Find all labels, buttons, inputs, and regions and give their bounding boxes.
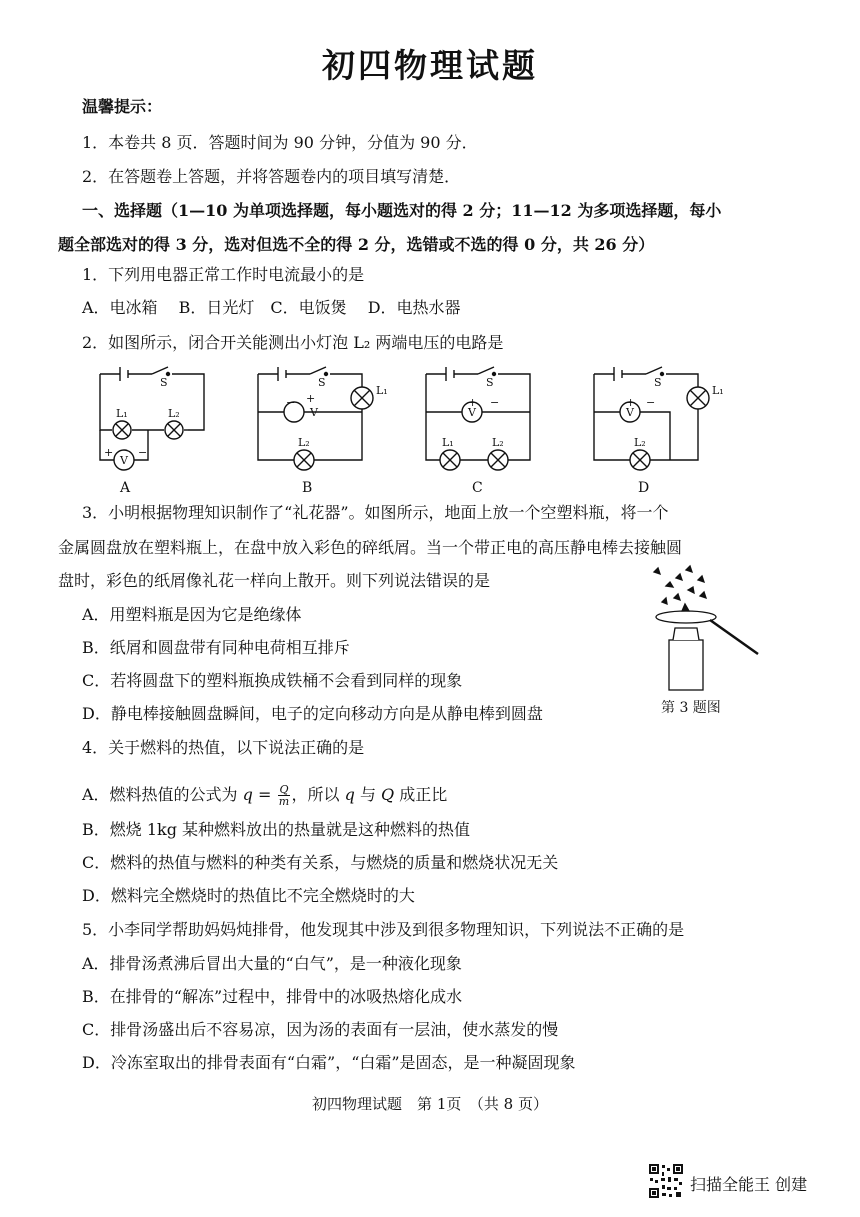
circuit-c-l2: L₂ (492, 436, 504, 449)
tips-heading: 温馨提示： (82, 97, 163, 116)
circuit-d-letter: D (638, 480, 650, 496)
qr-code-icon (648, 1163, 684, 1199)
q3-option-d: D．静电棒接触圆盘瞬间，电子的定向移动方向是从静电棒到圆盘 (82, 704, 543, 723)
q4-option-a: A．燃料热值的公式为 q = $\frac{Q}{m}$ ，所以 q 与 Q 成正比 (82, 783, 448, 808)
circuit-b-l2: L₂ (298, 436, 310, 449)
q3-stem-line3: 盘时，彩色的纸屑像礼花一样向上散开。则下列说法错误的是 (58, 571, 491, 590)
q5-option-d: D．冷冻室取出的排骨表面有“白霜”，“白霜”是固态，是一种凝固现象 (82, 1053, 576, 1072)
q1-stem: 1．下列用电器正常工作时电流最小的是 (82, 265, 365, 284)
circuit-d-l2: L₂ (634, 436, 646, 449)
circuit-c (426, 367, 530, 470)
q3-option-b: B．纸屑和圆盘带有同种电荷相互排斥 (82, 638, 350, 657)
q1-options: A．电冰箱 B．日光灯 C．电饭煲 D．电热水器 (82, 298, 461, 317)
circuit-c-l1: L₁ (442, 436, 454, 449)
section-heading-line1: 一、选择题（1—10 为单项选择题，每小题选对的得 2 分；11—12 为多项选择题，每小 (82, 201, 722, 220)
circuit-a-l2: L₂ (168, 407, 180, 420)
svg-text:−: − (646, 396, 656, 409)
circuit-a-l1: L₁ (116, 407, 128, 420)
circuit-c-v: V (468, 406, 476, 419)
page-title: 初四物理试题 (322, 46, 538, 85)
circuit-a-v: V (120, 454, 128, 467)
q3-option-c: C．若将圆盘下的塑料瓶换成铁桶不会看到同样的现象 (82, 671, 463, 690)
circuit-d-s: S (654, 376, 662, 389)
q4-fraction: $\frac{Q}{m}$ (278, 783, 290, 808)
tip-item-2: 2．在答题卷上答题，并将答题卷内的项目填写清楚． (82, 167, 461, 186)
q3-figure (640, 562, 770, 692)
svg-text:−: − (490, 396, 500, 409)
q5-option-c: C．排骨汤盛出后不容易凉，因为汤的表面有一层油，使水蒸发的慢 (82, 1020, 559, 1039)
q5-stem: 5．小李同学帮助妈妈炖排骨，他发现其中涉及到很多物理知识，下列说法不正确的是 (82, 920, 685, 939)
circuit-d-l1: L₁ (712, 384, 724, 397)
circuit-b-s: S (318, 376, 326, 389)
circuit-d-v: V (626, 406, 634, 419)
circuit-b-l1: L₁ (376, 384, 388, 397)
q4-option-b: B．燃烧 1kg 某种燃料放出的热量就是这种燃料的热值 (82, 820, 471, 839)
q4-option-c: C．燃料的热值与燃料的种类有关系，与燃烧的质量和燃烧状况无关 (82, 853, 559, 872)
q4-option-d: D．燃料完全燃烧时的热值比不完全燃烧时的大 (82, 886, 415, 905)
circuit-b-letter: B (302, 480, 313, 496)
circuit-c-s: S (486, 376, 494, 389)
circuit-a-s: S (160, 376, 168, 389)
circuit-c-letter: C (472, 480, 483, 496)
q3-figure-caption: 第 3 题图 (661, 700, 721, 716)
scanner-watermark: 扫描全能王 创建 (690, 1175, 808, 1194)
q5-option-b: B．在排骨的“解冻”过程中，排骨中的冰吸热熔化成水 (82, 987, 463, 1006)
circuit-d (594, 367, 709, 470)
q2-circuit-diagrams (80, 362, 724, 500)
circuit-b-v: V (310, 406, 318, 419)
tip-item-1: 1．本卷共 8 页．答题时间为 90 分钟，分值为 90 分． (82, 133, 478, 152)
svg-text:−: − (286, 396, 296, 409)
svg-text:+: + (306, 392, 316, 405)
q3-option-a: A．用塑料瓶是因为它是绝缘体 (82, 605, 302, 624)
q5-option-a: A．排骨汤煮沸后冒出大量的“白气”，是一种液化现象 (82, 954, 462, 973)
svg-text:+: + (468, 396, 478, 409)
section-heading-line2: 题全部选对的得 3 分，选对但选不全的得 2 分，选错或不选的得 0 分，共 26 分） (58, 235, 655, 254)
q3-stem-line2: 金属圆盘放在塑料瓶上，在盘中放入彩色的碎纸屑。当一个带正电的高压静电棒去接触圆 (58, 538, 683, 557)
page-footer: 初四物理试题 第 1页 （共 8 页） (312, 1095, 548, 1113)
svg-text:+: + (104, 446, 114, 459)
q2-stem: 2．如图所示，闭合开关能测出小灯泡 L₂ 两端电压的电路是 (82, 333, 504, 352)
q4-stem: 4．关于燃料的热值，以下说法正确的是 (82, 738, 365, 757)
q3-stem-line1: 3．小明根据物理知识制作了“礼花器”。如图所示，地面上放一个空塑料瓶，将一个 (82, 503, 669, 522)
svg-text:+: + (626, 396, 636, 409)
svg-text:−: − (138, 446, 148, 459)
circuit-a-letter: A (120, 480, 131, 496)
